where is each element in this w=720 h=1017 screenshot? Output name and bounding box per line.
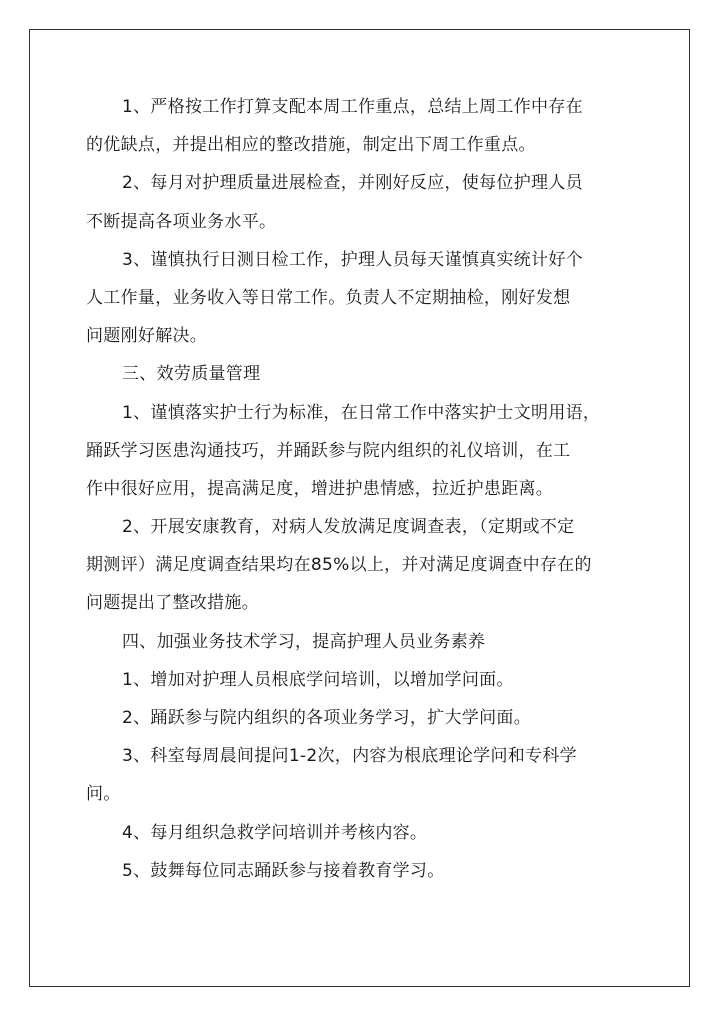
text-line: 3、科室每周晨间提问1-2次，内容为根底理论学问和专科学 — [122, 746, 577, 767]
text-line: 四、加强业务技术学习，提高护理人员业务素养 — [122, 631, 486, 652]
text-line: 不断提高各项业务水平。 — [86, 211, 277, 232]
text-line: 1、严格按工作打算支配本周工作重点，总结上周工作中存在 — [122, 97, 583, 117]
text-line: 2、每月对护理质量进展检查，并刚好反应，使每位护理人员 — [122, 173, 583, 194]
text-line: 4、每月组织急救学问培训并考核内容。 — [122, 822, 428, 843]
text-line: 5、鼓舞每位同志踊跃参与接着教育学习。 — [122, 860, 445, 881]
text-line: 踊跃学习医患沟通技巧，并踊跃参与院内组织的礼仪培训，在工 — [86, 440, 571, 461]
text-line: 人工作量，业务收入等日常工作。负责人不定期抽检，刚好发想 — [86, 287, 571, 308]
text-line: 问题提出了整改措施。 — [86, 593, 259, 614]
text-line: 作中很好应用，提高满足度，增进护患情感，拉近护患距离。 — [86, 478, 554, 499]
text-line: 问。 — [86, 784, 121, 805]
text-line: 期测评）满足度调查结果均在85%以上，并对满足度调查中存在的 — [86, 555, 592, 576]
text-line: 3、谨慎执行日测日检工作，护理人员每天谨慎真实统计好个 — [122, 249, 583, 270]
text-line: 1、谨慎落实护士行为标准，在日常工作中落实护士文明用语， — [122, 402, 601, 423]
text-line: 1、增加对护理人员根底学问培训，以增加学问面。 — [122, 669, 514, 690]
text-line: 2、开展安康教育，对病人发放满足度调查表，（定期或不定 — [122, 517, 575, 538]
text-line: 问题刚好解决。 — [86, 326, 208, 347]
text-line: 的优缺点，并提出相应的整改措施，制定出下周工作重点。 — [86, 135, 536, 156]
document-body — [86, 88, 646, 890]
text-line: 2、踊跃参与院内组织的各项业务学习，扩大学问面。 — [122, 708, 532, 728]
text-line: 三、效劳质量管理 — [122, 364, 261, 385]
